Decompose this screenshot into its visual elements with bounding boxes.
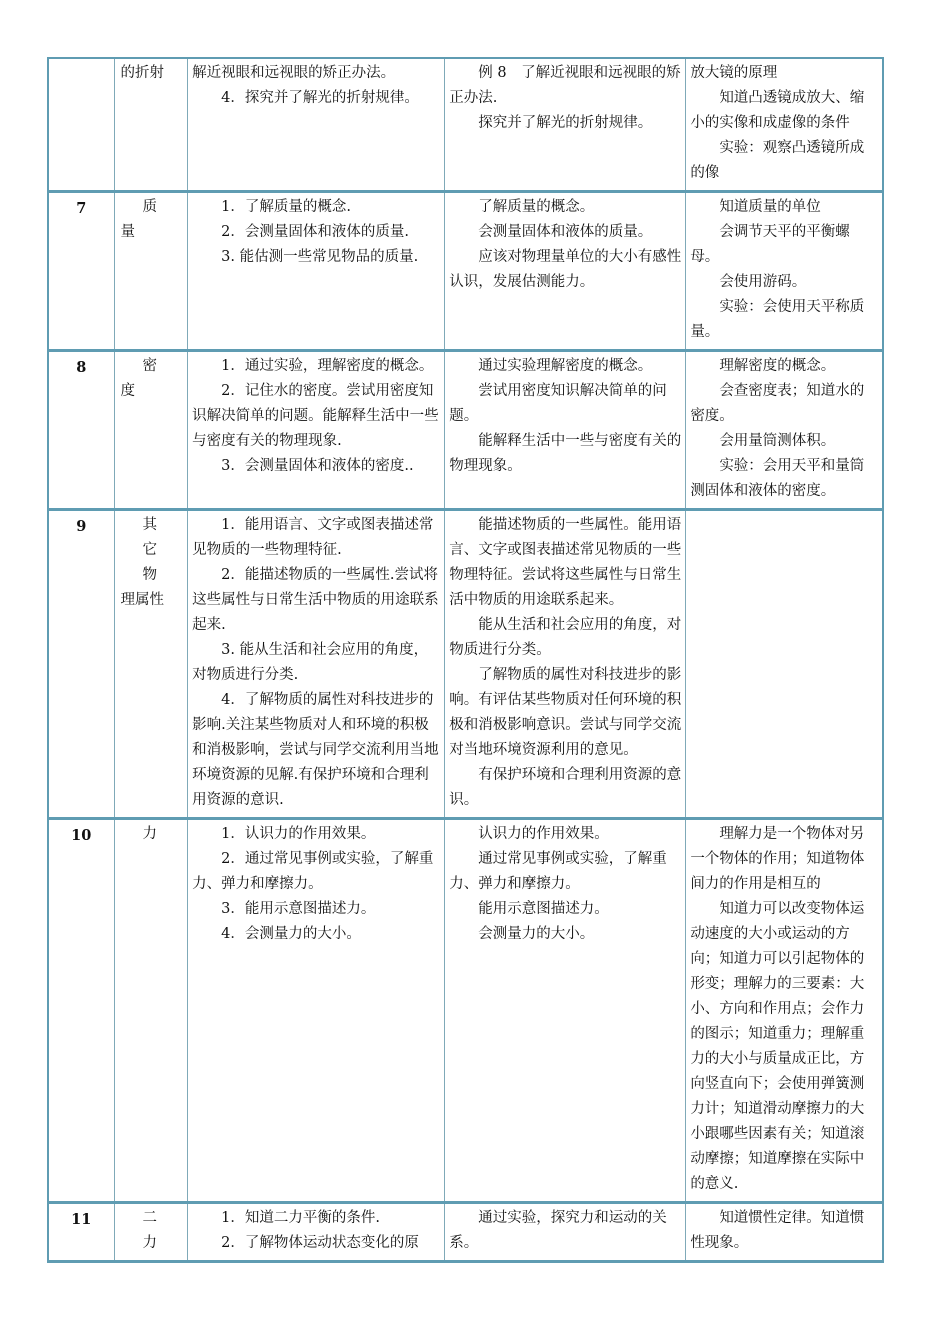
table-row [48,192,883,351]
curriculum-standards-table [47,57,884,1263]
paragraph: 知道凸透镜成放大、缩小的实像和成虚像的条件 [690,90,865,131]
paragraph: 知道质量的单位 [719,199,821,215]
paragraph: 3. 能估测一些常见物品的质量. [221,249,419,265]
paragraph: 实验：观察凸透镜所成的像 [690,140,865,181]
requirement-cell [686,58,883,192]
standard-cell [188,819,445,1203]
standard-cell [188,510,445,819]
paragraph: 能从生活和社会应用的角度，对物质进行分类。 [449,617,682,658]
paragraph: 会查密度表；知道水的密度。 [690,383,865,424]
table-row [48,1203,883,1262]
requirement-cell [686,819,883,1203]
row-number-cell [48,510,114,819]
paragraph: 会使用游码。 [719,274,807,290]
paragraph: 会用量筒测体积。 [719,433,836,449]
example-cell [445,58,686,192]
topic-text: 的折射 [120,65,165,81]
topic-text: 物 [142,567,158,583]
paragraph: 认识力的作用效果。 [478,826,609,842]
table-row [48,819,883,1203]
paragraph: 知道惯性定律。知道惯性现象。 [690,1210,865,1251]
paragraph: 通过实验，探究力和运动的关系。 [449,1210,667,1251]
row-number: 10 [71,827,92,844]
topic-text: 质量 [120,199,158,240]
row-number-cell [48,351,114,510]
topic-cell [114,819,188,1203]
paragraph: 4．了解物质的属性对科技进步的影响.关注某些物质对人和环境的积极和消极影响，尝试与同学交流利用当地环境资源的见解.有保护环境和合理利用资源的意识. [192,692,439,808]
row-number: 9 [76,518,87,535]
paragraph: 1．认识力的作用效果。 [221,826,376,842]
topic-text: 理属性 [120,592,165,608]
standard-cell [188,192,445,351]
table-row [48,510,883,819]
paragraph: 2．通过常见事例或实验，了解重力、弹力和摩擦力。 [192,851,434,892]
paragraph: 了解质量的概念。 [478,199,595,215]
standard-cell [188,58,445,192]
row-number: 11 [71,1211,92,1228]
paragraph: 3．会测量固体和液体的密度.. [221,458,414,474]
requirement-cell [686,351,883,510]
example-cell [445,192,686,351]
paragraph: 了解物质的属性对科技进步的影响。有评估某些物质对任何环境的积极和消极影响意识。尝试与同学交流对当地环境资源利用的意见。 [449,667,682,758]
example-cell [445,351,686,510]
topic-cell [114,192,188,351]
topic-cell [114,510,188,819]
example-cell [445,819,686,1203]
paragraph: 有保护环境和合理利用资源的意识。 [449,767,682,808]
paragraph: 实验：会用天平和量筒测固体和液体的密度。 [690,458,865,499]
paragraph: 1．了解质量的概念. [221,199,351,215]
paragraph: 1．能用语言、文字或图表描述常见物质的一些物理特征. [192,517,434,558]
row-number-cell [48,58,114,192]
topic-text: 二 [142,1210,158,1226]
paragraph: 知道力可以改变物体运动速度的大小或运动的方向；知道力可以引起物体的形变；理解力的三要素：大小、方向和作用点；会作力的图示；知道重力；理解重力的大小与质量成正比，方向竖直向下；会使用弹簧测力计；知道滑动摩擦力的大小跟哪些因素有关；知道滚动摩擦；知道摩擦在实际中的意义. [690,901,865,1192]
paragraph: 2．记住水的密度。尝试用密度知识解决简单的问题。能解释生活中一些与密度有关的物理现象. [192,383,439,449]
row-number-cell [48,819,114,1203]
paragraph: 通过实验理解密度的概念。 [478,358,653,374]
row-number-cell [48,192,114,351]
topic-cell [114,351,188,510]
topic-cell [114,1203,188,1262]
paragraph: 2．了解物体运动状态变化的原 [221,1235,419,1251]
row-number-cell [48,1203,114,1262]
row-number: 7 [76,200,87,217]
paragraph: 3．能用示意图描述力。 [221,901,376,917]
requirement-cell [686,192,883,351]
requirement-cell [686,1203,883,1262]
paragraph: 1．知道二力平衡的条件. [221,1210,380,1226]
paragraph: 2．会测量固体和液体的质量. [221,224,409,240]
table-body [48,58,883,1262]
example-cell [445,510,686,819]
paragraph: 实验：会使用天平称质量。 [690,299,865,340]
paragraph: 例 8 了解近视眼和远视眼的矫正办法. [449,65,681,106]
curriculum-table-page [47,57,884,1263]
topic-text: 力 [142,1235,158,1251]
paragraph: 会调节天平的平衡螺母。 [690,224,850,265]
topic-text: 密度 [120,358,158,399]
paragraph: 能解释生活中一些与密度有关的物理现象。 [449,433,682,474]
topic-text: 它 [142,542,158,558]
topic-text: 力 [142,826,158,842]
paragraph: 1．通过实验，理解密度的概念。 [221,358,434,374]
standard-cell [188,351,445,510]
paragraph: 会测量固体和液体的质量。 [478,224,653,240]
paragraph: 通过常见事例或实验，了解重力、弹力和摩擦力。 [449,851,667,892]
paragraph: 3. 能从生活和社会应用的角度，对物质进行分类. [192,642,429,683]
paragraph: 4．会测量力的大小。 [221,926,361,942]
table-row [48,58,883,192]
paragraph: 放大镜的原理 [690,65,778,81]
paragraph: 探究并了解光的折射规律。 [478,115,653,131]
topic-text: 其 [142,517,158,533]
paragraph: 会测量力的大小。 [478,926,595,942]
paragraph: 尝试用密度知识解决简单的问题。 [449,383,667,424]
table-row [48,351,883,510]
row-number: 8 [76,359,87,376]
topic-cell [114,58,188,192]
requirement-cell [686,510,883,819]
paragraph: 能用示意图描述力。 [478,901,609,917]
paragraph: 理解密度的概念。 [719,358,836,374]
example-cell [445,1203,686,1262]
standard-cell [188,1203,445,1262]
paragraph: 能描述物质的一些属性。能用语言、文字或图表描述常见物质的一些物理特征。尝试将这些属性与日常生活中物质的用途联系起来。 [449,517,682,608]
paragraph: 应该对物理量单位的大小有感性认识，发展估测能力。 [449,249,682,290]
paragraph: 解近视眼和远视眼的矫正办法。 [192,65,396,81]
paragraph: 理解力是一个物体对另一个物体的作用；知道物体间力的作用是相互的 [690,826,865,892]
paragraph: 2．能描述物质的一些属性.尝试将这些属性与日常生活中物质的用途联系起来. [192,567,439,633]
paragraph: 4．探究并了解光的折射规律。 [221,90,419,106]
